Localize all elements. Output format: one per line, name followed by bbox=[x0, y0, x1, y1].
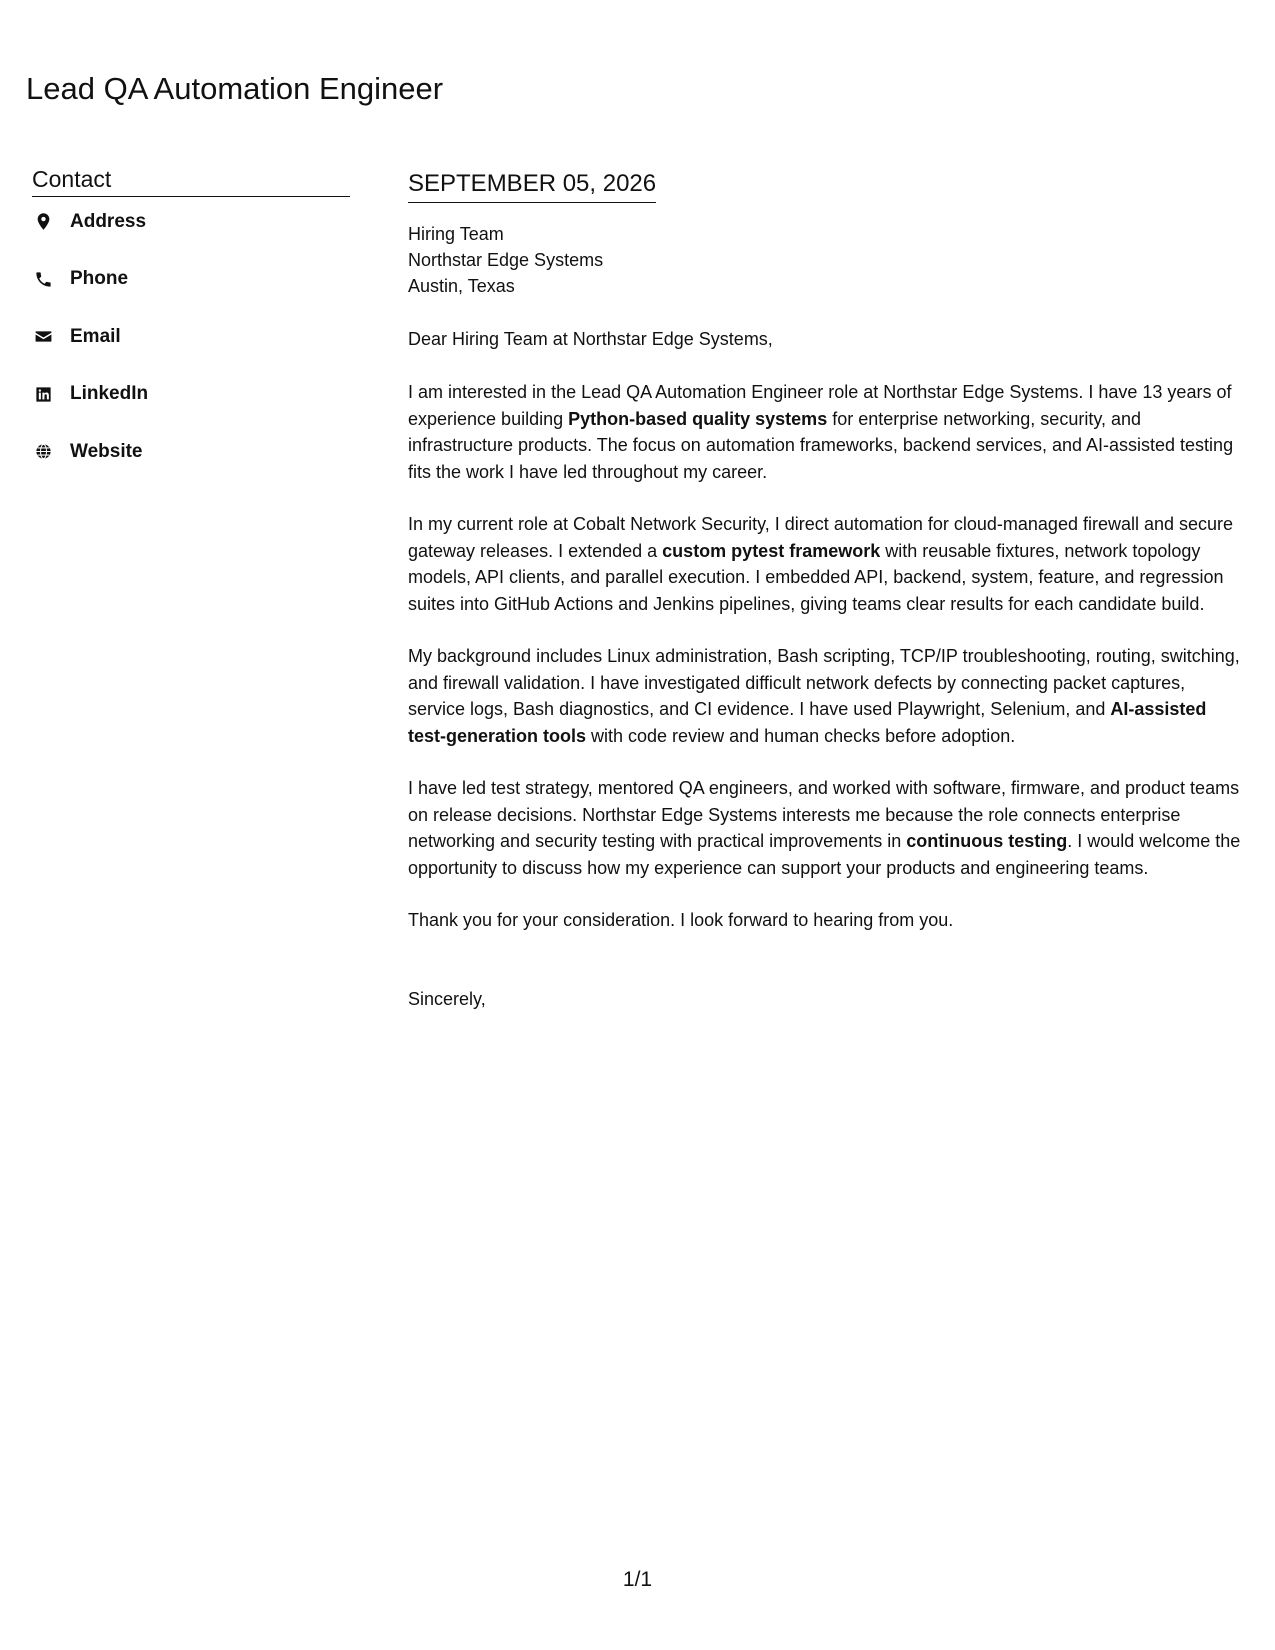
recipient-line: Hiring Team bbox=[408, 223, 504, 244]
linkedin-icon bbox=[32, 383, 54, 405]
paragraph-text: I have led test strategy, mentored QA engineers, and worked with software, firmware, and product teams on release decisions. Northstar Edge Systems interests me because the role connects enterprise networking and security testing with practical improvements in bbox=[408, 778, 1240, 852]
contact-item-website bbox=[32, 437, 350, 467]
paragraph-emphasis: continuous testing bbox=[906, 831, 1068, 852]
recipient-line: Austin, Texas bbox=[408, 275, 515, 296]
salutation: Dear Hiring Team at Northstar Edge Systems, bbox=[408, 328, 773, 349]
body-paragraph-4 bbox=[408, 775, 1243, 881]
envelope-icon bbox=[32, 326, 54, 348]
map-pin-icon bbox=[32, 211, 54, 233]
phone-icon bbox=[32, 268, 54, 290]
contact-label-email: Email bbox=[70, 325, 121, 347]
contact-label-linkedin: LinkedIn bbox=[70, 383, 149, 405]
cover-letter bbox=[408, 170, 1243, 1012]
body-paragraph-1 bbox=[408, 379, 1243, 485]
letter-date: SEPTEMBER 05, 2026 bbox=[408, 170, 656, 203]
recipient-line: Northstar Edge Systems bbox=[408, 249, 604, 270]
thanks-paragraph: Thank you for your consideration. I look forward to hearing from you. bbox=[408, 910, 954, 931]
paragraph-text: My background includes Linux administration, Bash scripting, TCP/IP troubleshooting, routing, switching, and firewall validation. I have investigated difficult network defects by connecting packet captures, service logs, Bash diagnostics, and CI evidence. I have used Playwright, Selenium, and bbox=[408, 646, 1240, 720]
paragraph-text: for enterprise networking, security, and infrastructure products. The focus on automation frameworks, backend services, and AI-assisted testing fits the work I have led throughout my career. bbox=[408, 408, 1234, 482]
page-number: 1/1 bbox=[622, 1568, 653, 1591]
paragraph-emphasis: custom pytest framework bbox=[662, 540, 881, 561]
page-title: Lead QA Automation Engineer bbox=[26, 71, 444, 106]
contact-item-linkedin bbox=[32, 379, 350, 409]
contact-item-address bbox=[32, 207, 350, 237]
paragraph-text: with reusable fixtures, network topology models, API clients, and parallel execution. I embedded API, backend, system, feature, and regression suites into GitHub Actions and Jenkins pipelines, giving teams clear results for each candidate build. bbox=[408, 540, 1224, 614]
contact-label-website: Website bbox=[70, 440, 143, 462]
contact-label-phone: Phone bbox=[70, 268, 129, 290]
contact-heading: Contact bbox=[32, 166, 350, 197]
body-paragraph-2 bbox=[408, 511, 1243, 617]
body-paragraph-3 bbox=[408, 643, 1243, 749]
closing: Sincerely, bbox=[408, 988, 486, 1009]
paragraph-text: with code review and human checks before adoption. bbox=[586, 725, 1016, 746]
paragraph-text: I am interested in the Lead QA Automation Engineer role at Northstar Edge Systems. I have 13 years of experience building bbox=[408, 382, 1232, 429]
contact-label-address: Address bbox=[70, 210, 147, 232]
recipient-block bbox=[408, 221, 1243, 299]
paragraph-emphasis: AI-assisted test-generation tools bbox=[408, 699, 1207, 746]
globe-icon bbox=[32, 441, 54, 463]
paragraph-text: . I would welcome the opportunity to discuss how my experience can support your products and engineering teams. bbox=[408, 831, 1241, 878]
contact-item-phone bbox=[32, 264, 350, 294]
contact-item-email bbox=[32, 322, 350, 352]
paragraph-emphasis: Python-based quality systems bbox=[568, 408, 828, 429]
paragraph-text: In my current role at Cobalt Network Security, I direct automation for cloud-managed firewall and secure gateway releases. I extended a bbox=[408, 514, 1234, 561]
contact-sidebar bbox=[32, 166, 350, 494]
